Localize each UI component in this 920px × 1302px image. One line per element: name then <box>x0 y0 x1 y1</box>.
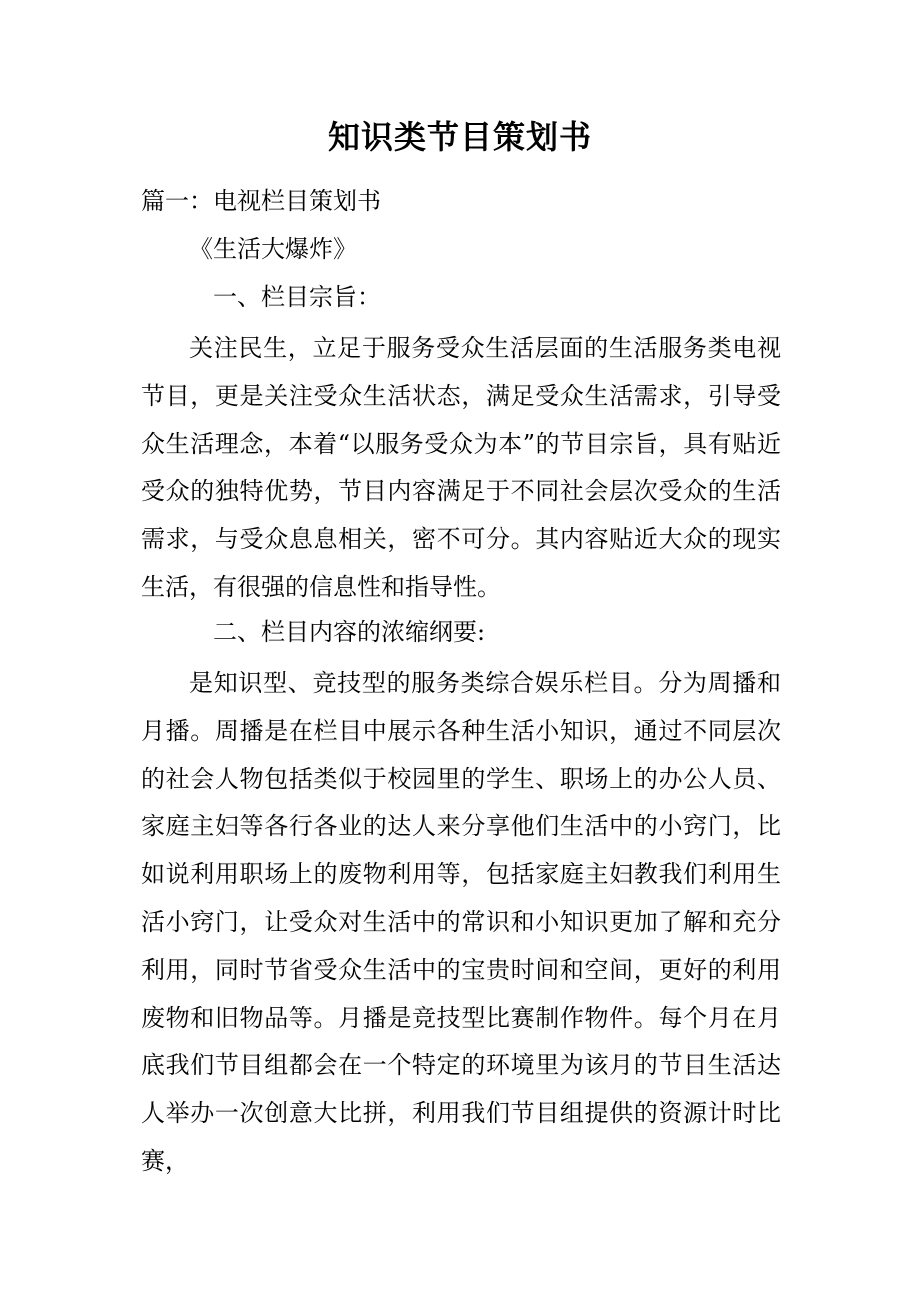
section-heading-purpose: 一、栏目宗旨： <box>213 283 381 311</box>
paragraph-outline: 是知识型、竞技型的服务类综合娱乐栏目。分为周播和月播。周播是在栏目中展示各种生活小知识，通过不同层次的社会人物包括类似于校园里的学生、职场上的办公人员、家庭主妇等各行各业的达人来分享他们生活中的小窍门，比如说利用职场上的废物利用等，包括家庭主妇教我们利用生活小窍门，让受众对生活中的常识和小知识更加了解和充分利用，同时节省受众生活中的宝贵时间和空间，更好的利用废物和旧物品等。月播是竞技型比赛制作物件。每个月在月底我们节目组都会在一个特定的环境里为该月的节目生活达人举办一次创意大比拼，利用我们节目组提供的资源计时比赛， <box>141 669 781 1175</box>
section-heading-outline: 二、栏目内容的浓缩纲要: <box>213 618 486 646</box>
program-name: 《生活大爆炸》 <box>189 235 357 263</box>
document-title: 知识类节目策划书 <box>327 118 592 156</box>
section-label: 篇一：电视栏目策划书 <box>141 187 381 215</box>
paragraph-purpose: 关注民生，立足于服务受众生活层面的生活服务类电视节目，更是关注受众生活状态，满足受众生活需求，引导受众生活理念，本着“以服务受众为本”的节目宗旨，具有贴近受众的独特优势，节目内容满足于不同社会层次受众的生活需求，与受众息息相关，密不可分。其内容贴近大众的现实生活，有很强的信息性和指导性。 <box>141 334 781 601</box>
